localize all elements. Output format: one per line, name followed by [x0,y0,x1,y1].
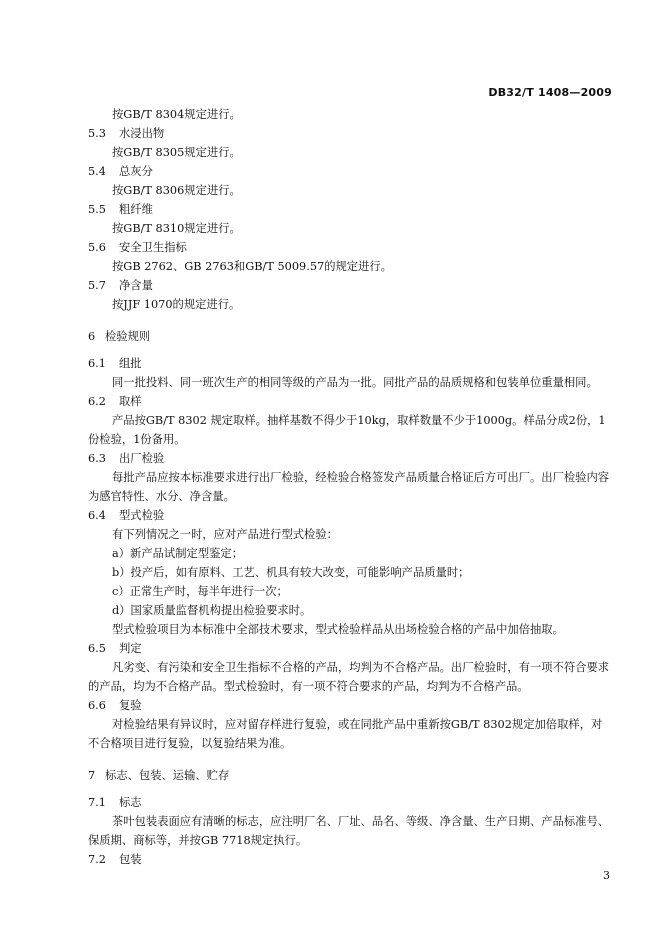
clause-heading [88,392,612,411]
clause-title: 出厂检验 [119,452,165,465]
text-line: b）投产后，如有原料、工艺、机具有较大改变，可能影响产品质量时； [112,566,470,579]
clause-title: 净含量 [119,279,153,292]
clause-number: 5.6 [88,241,106,254]
text-line: 按GB 2762、GB 2763和GB/T 5009.57的规定进行。 [112,260,392,273]
clause-number: 5.3 [88,127,106,140]
clause-heading [88,696,612,715]
clause-title: 总灰分 [119,165,153,178]
clause-number: 6.4 [88,509,106,522]
clause-title: 型式检验 [119,509,165,522]
text-line: 按GB/T 8304规定进行。 [112,108,241,121]
clause-heading [88,639,612,658]
clause-number: 5.7 [88,279,106,292]
paragraph: 凡劣变、有污染和安全卫生指标不合格的产品，均判为不合格产品。出厂检验时，有一项不符合要求的产品，均为不合格产品。型式检验时，有一项不符合要求的产品，均判为不合格产品。 [88,661,610,693]
text-line: 按GB/T 8305规定进行。 [112,146,241,159]
clause-title: 标志 [119,796,142,809]
clause-heading [88,162,612,181]
clause-heading [88,506,612,525]
clause-title: 包装 [119,853,142,866]
text-line: 有下列情况之一时，应对产品进行型式检验： [112,528,338,541]
clause-number: 6.6 [88,699,106,712]
text-line: 按GB/T 8310规定进行。 [112,222,241,235]
clause-title: 安全卫生指标 [119,241,187,254]
clause-title: 取样 [119,395,142,408]
page-number: 3 [603,869,610,882]
clause-number: 7 [88,769,96,782]
clause-heading [88,850,612,869]
clause-title: 复验 [119,699,142,712]
text-line: 型式检验项目为本标准中全部技术要求，型式检验样品从出场检验合格的产品中加倍抽取。 [112,623,564,636]
paragraph: 产品按GB/T 8302 规定取样。抽样基数不得少于10kg，取样数量不少于1000g。样品分成2份，1份检验，1份备用。 [88,414,606,446]
clause-title: 组批 [119,357,142,370]
clause-number: 6.2 [88,395,106,408]
clause-number: 7.2 [88,853,106,866]
clause-heading [88,276,612,295]
clause-title: 粗纤维 [119,203,153,216]
paragraph: 对检验结果有异议时，应对留存样进行复验，或在同批产品中重新按GB/T 8302规定加倍取样，对不合格项目进行复验，以复验结果为准。 [88,718,603,750]
text-line: 按GB/T 8306规定进行。 [112,184,241,197]
clause-number: 7.1 [88,796,106,809]
clause-number: 6.3 [88,452,106,465]
clause-number: 6.5 [88,642,106,655]
clause-title: 判定 [119,642,142,655]
clause-title: 标志、包装、运输、贮存 [105,769,230,782]
clause-heading [88,124,612,143]
clause-number: 5.4 [88,165,106,178]
section-heading [88,327,612,346]
paragraph: 每批产品应按本标准要求进行出厂检验，经检验合格签发产品质量合格证后方可出厂。出厂检验内容为感官特性、水分、净含量。 [88,471,610,503]
clause-number: 5.5 [88,203,106,216]
clause-heading [88,200,612,219]
clause-number: 6 [88,330,96,343]
clause-heading [88,238,612,257]
text-line: c）正常生产时，每半年进行一次； [112,585,288,598]
text-line: 按JJF 1070的规定进行。 [112,298,241,311]
clause-heading [88,354,612,373]
document-body [88,105,612,869]
section-heading [88,766,612,785]
clause-heading [88,793,612,812]
text-line: a）新产品试制定型鉴定； [112,547,244,560]
text-line: d）国家质量监督机构提出检验要求时。 [112,604,312,617]
clause-title: 检验规则 [105,330,151,343]
clause-number: 6.1 [88,357,106,370]
paragraph: 同一批投料、同一班次生产的相同等级的产品为一批。同批产品的品质规格和包装单位重量相同。 [112,376,598,389]
clause-heading [88,449,612,468]
clause-title: 水浸出物 [119,127,165,140]
paragraph: 茶叶包装表面应有清晰的标志，应注明厂名、厂址、品名、等级、净含量、生产日期、产品标准号、保质期、商标等，并按GB 7718规定执行。 [88,815,610,847]
document-code: DB32/T 1408—2009 [488,86,612,99]
